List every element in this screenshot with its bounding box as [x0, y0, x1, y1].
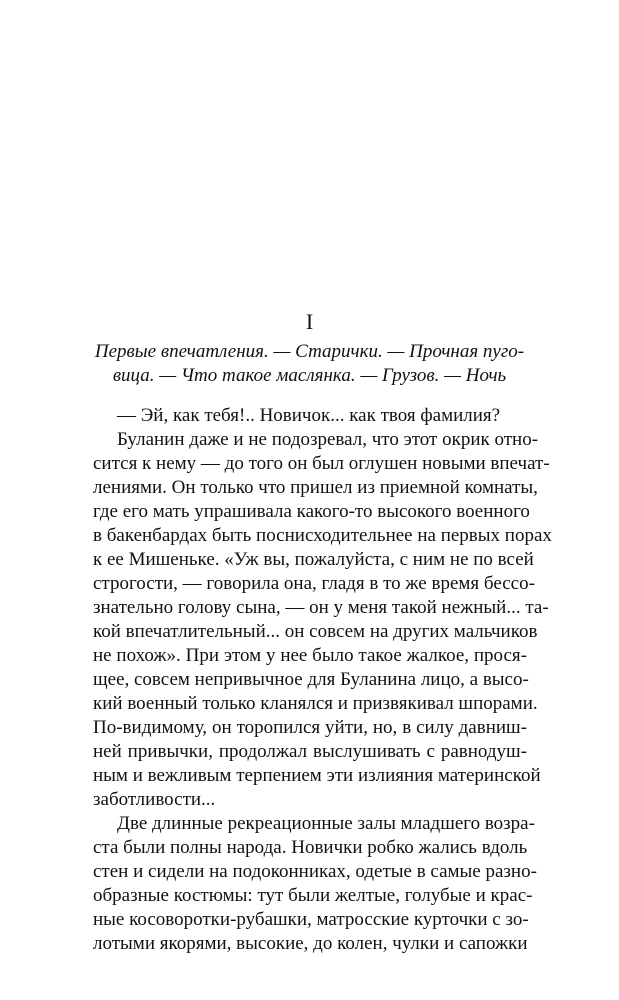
- text-line: где его мать упрашивала какого-то высокого военного: [93, 501, 530, 522]
- chapter-summary-line: вица. — Что такое маслянка. — Грузов. — Ночь: [112, 365, 507, 386]
- text-line: к ее Мишеньке. «Уж вы, пожалуйста, с ним не по всей: [93, 549, 534, 570]
- text-line: щее, совсем непривычное для Буланина лицо, а высо-: [93, 669, 529, 690]
- chapter-number: I: [305, 309, 314, 334]
- text-line: — Эй, как тебя!.. Новичок... как твоя фамилия?: [117, 405, 501, 426]
- text-line: ста были полны народа. Новички робко жались вдоль: [93, 837, 528, 858]
- text-line: кий военный только кланялся и призвякивал шпорами.: [93, 693, 538, 714]
- body-text: [93, 404, 552, 956]
- text-line: ней привычки, продолжал выслушивать с равнодуш-: [93, 741, 527, 762]
- text-line: сится к нему — до того он был оглушен новыми впечат-: [93, 453, 550, 474]
- chapter-summary-line: Первые впечатления. — Старички. — Прочная пуго-: [94, 341, 525, 362]
- text-line: не похож». При этом у нее было такое жалкое, прося-: [93, 645, 527, 666]
- text-line: Буланин даже и не подозревал, что этот окрик отно-: [117, 429, 539, 450]
- text-line: Две длинные рекреационные залы младшего возра-: [117, 813, 535, 834]
- text-line: ным и вежливым терпением эти излияния материнской: [93, 765, 541, 786]
- chapter-summary: [0, 340, 619, 388]
- text-line: ные косоворотки-рубашки, матросские курточки с зо-: [93, 909, 529, 930]
- text-line: лотыми якорями, высокие, до колен, чулки и сапожки: [93, 933, 528, 954]
- text-line: стен и сидели на подоконниках, одетые в самые разно-: [93, 861, 537, 882]
- text-line: По-видимому, он торопился уйти, но, в силу давниш-: [93, 717, 527, 738]
- text-line: в бакенбардах быть поснисходительнее на первых порах: [93, 525, 552, 546]
- text-line: заботливости...: [93, 789, 216, 810]
- text-line: строгости, — говорила она, гладя в то же время бессо-: [93, 573, 535, 594]
- text-line: лениями. Он только что пришел из приемной комнаты,: [93, 477, 538, 498]
- text-line: образные костюмы: тут были желтые, голубые и крас-: [93, 885, 533, 906]
- text-line: кой впечатлительный... он совсем на других мальчиков: [93, 621, 538, 642]
- text-line: знательно голову сына, — он у меня такой нежный... та-: [93, 597, 549, 618]
